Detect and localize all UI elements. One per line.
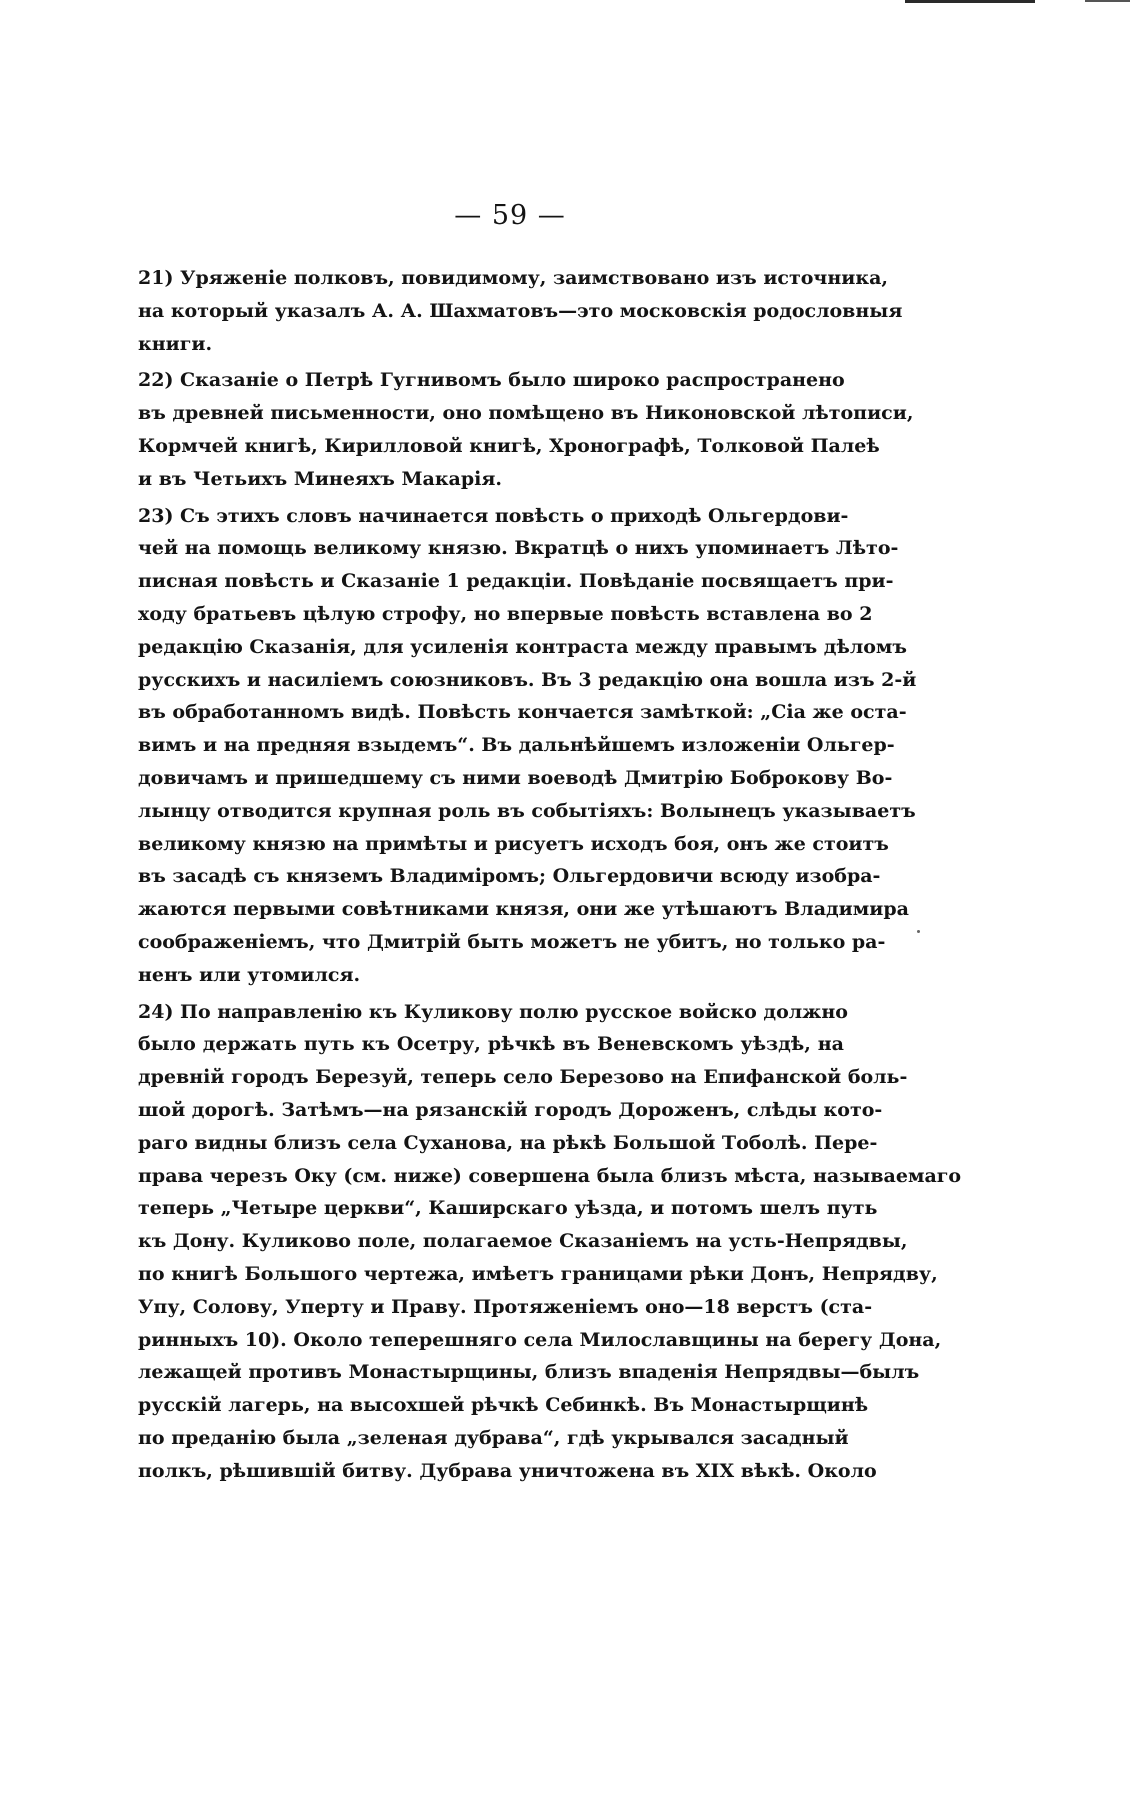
text-line: Кормчей книгѣ, Кирилловой книгѣ, Хронографѣ, Толковой Палеѣ <box>138 434 880 457</box>
text-line: раго видны близъ села Суханова, на рѣкѣ Большой Тоболѣ. Пере- <box>138 1131 878 1154</box>
text-line: и въ Четьихъ Минеяхъ Макарія. <box>138 467 503 490</box>
text-line: 21) Уряженіе полковъ, повидимому, заимствовано изъ источника, <box>138 267 888 289</box>
text-line: жаются первыми совѣтниками князя, они же утѣшаютъ Владимира <box>138 898 909 921</box>
text-line: по преданію была „зеленая дубрава“, гдѣ укрывался засадный <box>138 1426 849 1449</box>
scan-edge-mark <box>905 0 1035 3</box>
text-line: полкъ, рѣшившій битву. Дубрава уничтожена въ XIX вѣкѣ. Около <box>138 1459 877 1482</box>
text-line: ненъ или утомился. <box>138 963 361 986</box>
scan-edge-mark-2 <box>1085 0 1130 2</box>
text-line: къ Дону. Куликово поле, полагаемое Сказаніемъ на усть-Непрядвы, <box>138 1230 908 1253</box>
footnote-note-21 <box>138 262 903 360</box>
text-line: писная повѣсть и Сказаніе 1 редакціи. Повѣданіе посвящаетъ при- <box>138 570 894 593</box>
text-line: русскій лагерь, на высохшей рѣчкѣ Себинкѣ. Въ Монастырщинѣ <box>138 1394 869 1417</box>
text-line: въ засадѣ съ княземъ Владиміромъ; Ольгердовичи всюду изобра- <box>138 865 881 888</box>
scan-speck <box>917 930 920 933</box>
text-line: соображеніемъ, что Дмитрій быть можетъ не убитъ, но только ра- <box>138 930 886 953</box>
text-line: книги. <box>138 332 213 355</box>
text-line: 23) Съ этихъ словъ начинается повѣсть о приходѣ Ольгердови- <box>138 504 849 527</box>
text-line: древній городъ Березуй, теперь село Березово на Епифанской боль- <box>138 1066 908 1089</box>
text-line: лежащей противъ Монастырщины, близъ впаденія Непрядвы—былъ <box>138 1361 920 1384</box>
footnote-note-24 <box>138 996 962 1488</box>
text-line: на который указалъ А. А. Шахматовъ—это московскія родословныя <box>138 299 903 322</box>
footnote-note-23 <box>138 500 917 992</box>
text-line: Упу, Солову, Уперту и Праву. Протяженіемъ оно—18 верстъ (ста- <box>138 1295 873 1318</box>
text-line: теперь „Четыре церкви“, Каширскаго уѣзда, и потомъ шелъ путь <box>138 1197 878 1220</box>
text-line: въ обработанномъ видѣ. Повѣсть кончается замѣткой: „Сіа же оста- <box>138 701 907 724</box>
text-line: вимъ и на предняя взыдемъ“. Въ дальнѣйшемъ изложеніи Ольгер- <box>138 734 895 757</box>
page-number: — 59 — <box>454 200 566 231</box>
text-line: 22) Сказаніе о Петрѣ Гугнивомъ было широко распространено <box>138 369 845 392</box>
text-line: было держать путь къ Осетру, рѣчкѣ въ Веневскомъ уѣздѣ, на <box>138 1033 844 1056</box>
text-line: чей на помощь великому князю. Вкратцѣ о нихъ упоминаетъ Лѣто- <box>138 537 899 560</box>
text-line: ходу братьевъ цѣлую строфу, но впервые повѣсть вставлена во 2 <box>138 602 873 625</box>
text-line: права черезъ Оку (см. ниже) совершена была близъ мѣста, называемаго <box>138 1164 962 1187</box>
text-line: въ древней письменности, оно помѣщено въ Никоновской лѣтописи, <box>138 402 914 425</box>
text-line: лынцу отводится крупная роль въ событіяхъ: Волынецъ указываетъ <box>138 799 916 822</box>
text-line: ринныхъ 10). Около теперешняго села Милославщины на берегу Дона, <box>138 1328 942 1351</box>
text-line: русскихъ и насиліемъ союзниковъ. Въ 3 редакцію она вошла изъ 2-й <box>138 668 917 691</box>
text-line: по книгѣ Большого чертежа, имѣетъ границами рѣки Донъ, Непрядву, <box>138 1262 938 1285</box>
text-line: великому князю на примѣты и рисуетъ исходъ боя, онъ же стоитъ <box>138 832 889 855</box>
text-line: редакцію Сказанія, для усиленія контраста между правымъ дѣломъ <box>138 635 907 658</box>
text-line: 24) По направленію къ Куликову полю русское войско должно <box>138 1000 848 1023</box>
footnote-note-22 <box>138 364 914 495</box>
text-line: шой дорогѣ. Затѣмъ—на рязанскій городъ Дороженъ, слѣды кото- <box>138 1098 883 1121</box>
footnotes-body <box>138 262 962 1489</box>
text-line: довичамъ и пришедшему съ ними воеводѣ Дмитрію Боброкову Во- <box>138 766 893 789</box>
